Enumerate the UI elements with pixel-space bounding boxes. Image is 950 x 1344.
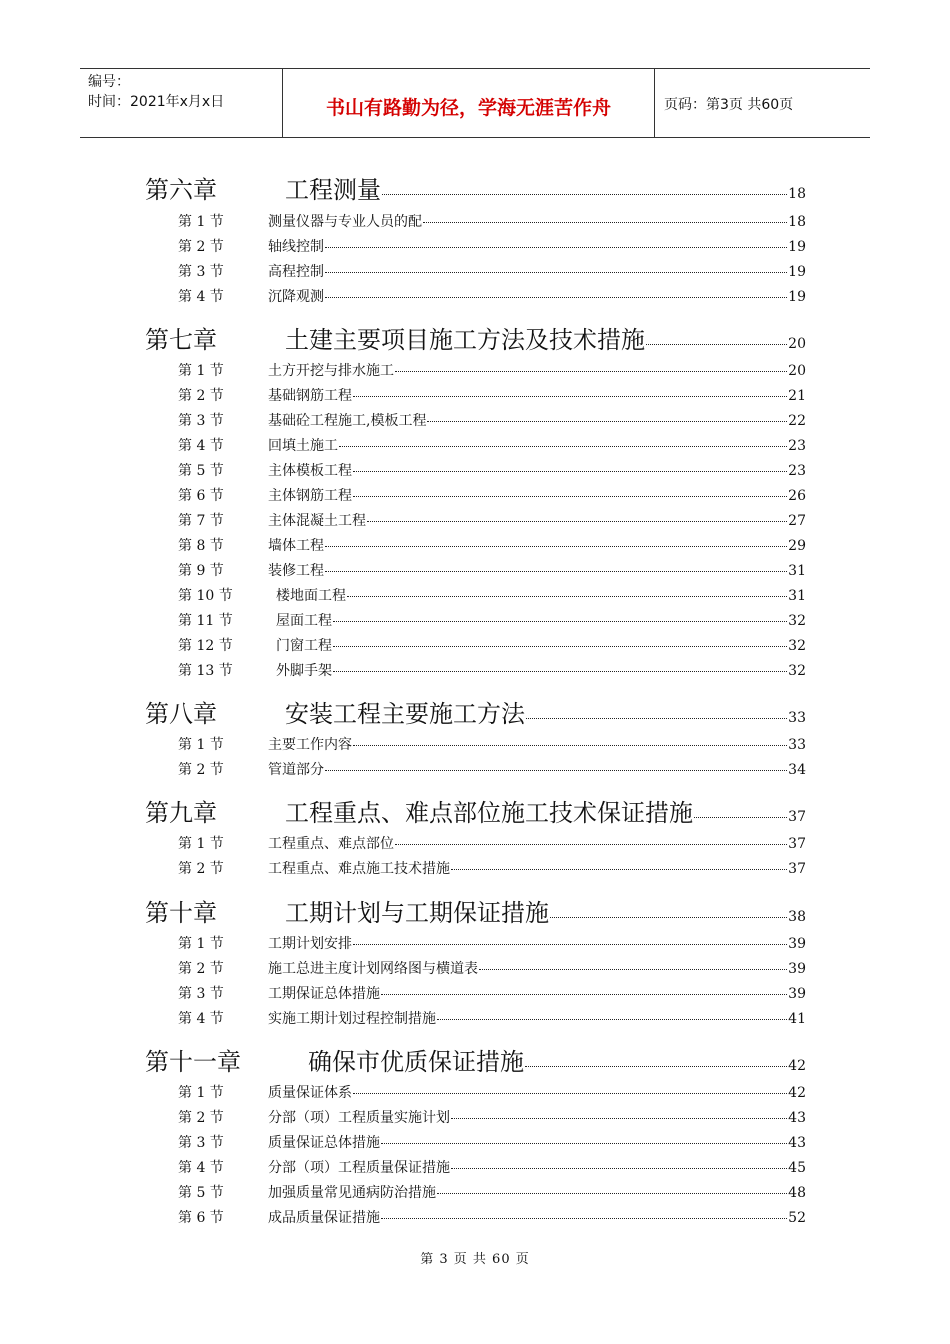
page-number: 32 [788,638,806,654]
motto-text: 书山有路勤为径，学海无涯苦作舟 [325,97,611,119]
toc-section[interactable] [178,1082,806,1102]
section-title: 轴线控制 [268,239,324,255]
page-number: 26 [788,488,806,504]
section-title: 装修工程 [268,563,324,579]
section-label: 第 1 节 [178,1085,224,1101]
section-title: 外脚手架 [276,663,332,679]
dot-leader [333,670,787,672]
chapter-label: 第十章 [145,899,217,927]
toc-section[interactable] [178,510,806,530]
toc-chapter-9[interactable] [145,793,806,828]
page-number: 33 [788,737,806,753]
toc-section[interactable] [178,211,806,231]
dot-leader [437,1018,787,1020]
section-label: 第 2 节 [178,861,224,877]
section-title: 屋面工程 [276,613,332,629]
section-label: 第 2 节 [178,239,224,255]
toc-section[interactable] [178,286,806,306]
page-number: 22 [788,413,806,429]
page-number: 42 [788,1058,806,1074]
dot-leader [694,816,787,818]
dot-leader [395,843,787,845]
page-number: 37 [788,861,806,877]
dot-leader [353,1092,787,1094]
section-title: 测量仪器与专业人员的配 [268,214,422,230]
page-number: 39 [788,961,806,977]
section-title: 墙体工程 [268,538,324,554]
toc-section[interactable] [178,635,806,655]
page-number: 18 [788,186,806,202]
toc-section[interactable] [178,1107,806,1127]
page-number: 52 [788,1210,806,1226]
section-title: 管道部分 [268,762,324,778]
section-title: 质量保证体系 [268,1085,352,1101]
dot-leader [325,570,787,572]
dot-leader [381,993,787,995]
chapter-title: 确保市优质保证措施 [308,1048,524,1076]
section-title: 质量保证总体措施 [268,1135,380,1151]
section-label: 第 13 节 [178,663,233,679]
chapter-label: 第十一章 [145,1048,241,1076]
page-number: 43 [788,1110,806,1126]
section-title: 沉降观测 [268,289,324,305]
chapter-title: 工程测量 [285,176,381,204]
toc-section[interactable] [178,1207,806,1227]
toc-section[interactable] [178,460,806,480]
toc-section[interactable] [178,535,806,555]
chapter-label: 第八章 [145,700,217,728]
toc-chapter-7[interactable] [145,320,806,355]
dot-leader [325,296,787,298]
section-label: 第 9 节 [178,563,224,579]
chapter-title: 安装工程主要施工方法 [285,700,525,728]
page-number: 20 [788,363,806,379]
dot-leader [427,420,787,422]
toc-section[interactable] [178,435,806,455]
toc-section[interactable] [178,610,806,630]
dot-leader [353,470,787,472]
page-number: 33 [788,710,806,726]
section-title: 工期保证总体措施 [268,986,380,1002]
page-number: 37 [788,836,806,852]
toc-section[interactable] [178,759,806,779]
dot-leader [353,495,787,497]
toc-section[interactable] [178,1182,806,1202]
section-label: 第 10 节 [178,588,233,604]
page-number: 23 [788,438,806,454]
dot-leader [550,916,787,918]
section-title: 工程重点、难点施工技术措施 [268,861,450,877]
dot-leader [353,744,787,746]
page-number: 39 [788,936,806,952]
section-label: 第 5 节 [178,1185,224,1201]
dot-leader [325,246,787,248]
section-title: 分部（项）工程质量实施计划 [268,1110,450,1126]
header-info-cell [80,69,283,137]
page-number: 19 [788,264,806,280]
toc-section[interactable] [178,385,806,405]
section-title: 分部（项）工程质量保证措施 [268,1160,450,1176]
toc-chapter-6[interactable] [145,170,806,205]
dot-leader [367,520,787,522]
section-title: 实施工期计划过程控制措施 [268,1011,436,1027]
chapter-label: 第九章 [145,799,217,827]
toc-section[interactable] [178,261,806,281]
section-label: 第 6 节 [178,488,224,504]
toc-chapter-11[interactable] [145,1042,806,1077]
section-title: 土方开挖与排水施工 [268,363,394,379]
section-title: 主体模板工程 [268,463,352,479]
dot-leader [325,545,787,547]
section-title: 加强质量常见通病防治措施 [268,1185,436,1201]
dot-leader [325,271,787,273]
section-label: 第 3 节 [178,1135,224,1151]
toc-section[interactable] [178,660,806,680]
page-number: 19 [788,239,806,255]
section-title: 工期计划安排 [268,936,352,952]
section-label: 第 1 节 [178,936,224,952]
dot-leader [525,1065,787,1067]
section-label: 第 4 节 [178,1011,224,1027]
chapter-title: 工期计划与工期保证措施 [285,899,549,927]
section-title: 回填土施工 [268,438,338,454]
section-title: 主体混凝土工程 [268,513,366,529]
header-motto-cell [283,69,655,137]
toc-section[interactable] [178,858,806,878]
page-number: 29 [788,538,806,554]
section-title: 主体钢筋工程 [268,488,352,504]
toc-section[interactable] [178,958,806,978]
section-label: 第 1 节 [178,737,224,753]
toc-section[interactable] [178,410,806,430]
page-footer: 第 3 页 共 60 页 [420,1252,530,1267]
chapter-title: 土建主要项目施工方法及技术措施 [285,326,645,354]
section-title: 主要工作内容 [268,737,352,753]
page-number: 37 [788,809,806,825]
section-title: 基础钢筋工程 [268,388,352,404]
chapter-title: 工程重点、难点部位施工技术保证措施 [285,799,693,827]
section-label: 第 7 节 [178,513,224,529]
page-number: 34 [788,762,806,778]
page-number: 32 [788,613,806,629]
dot-leader [526,717,787,719]
page-number: 31 [788,588,806,604]
dot-leader [339,445,787,447]
page-number: 21 [788,388,806,404]
toc-section[interactable] [178,1157,806,1177]
toc-section[interactable] [178,1132,806,1152]
section-label: 第 3 节 [178,413,224,429]
dot-leader [381,1142,787,1144]
page-info: 页码：第3页 共60页 [664,97,794,113]
header-page-cell [655,69,870,137]
page-number: 20 [788,336,806,352]
chapter-label: 第六章 [145,176,217,204]
toc-section[interactable] [178,833,806,853]
section-title: 高程控制 [268,264,324,280]
section-label: 第 3 节 [178,264,224,280]
section-label: 第 2 节 [178,961,224,977]
page-number: 18 [788,214,806,230]
page-number: 32 [788,663,806,679]
toc-section[interactable] [178,560,806,580]
dot-leader [347,595,787,597]
toc-section[interactable] [178,933,806,953]
date-label: 时间：2021年x月x日 [88,94,225,110]
dot-leader [646,343,787,345]
doc-number-label: 编号： [88,74,130,90]
page-number: 19 [788,289,806,305]
page-number: 41 [788,1011,806,1027]
section-label: 第 1 节 [178,363,224,379]
page-number: 42 [788,1085,806,1101]
section-title: 基础砼工程施工,模板工程 [268,413,427,429]
toc-section[interactable] [178,983,806,1003]
section-label: 第 1 节 [178,836,224,852]
toc-chapter-8[interactable] [145,694,806,729]
toc-section[interactable] [178,585,806,605]
dot-leader [479,968,787,970]
section-label: 第 4 节 [178,289,224,305]
page-number: 23 [788,463,806,479]
section-label: 第 1 节 [178,214,224,230]
section-title: 楼地面工程 [276,588,346,604]
page-number: 43 [788,1135,806,1151]
toc-section[interactable] [178,360,806,380]
page-number: 31 [788,563,806,579]
section-title: 工程重点、难点部位 [268,836,394,852]
toc-section[interactable] [178,485,806,505]
section-title: 门窗工程 [276,638,332,654]
dot-leader [451,868,787,870]
dot-leader [451,1117,787,1119]
section-label: 第 6 节 [178,1210,224,1226]
section-label: 第 3 节 [178,986,224,1002]
section-label: 第 2 节 [178,762,224,778]
page-number: 48 [788,1185,806,1201]
section-label: 第 4 节 [178,438,224,454]
toc-section[interactable] [178,734,806,754]
dot-leader [325,769,787,771]
dot-leader [333,645,787,647]
page-number: 27 [788,513,806,529]
section-title: 成品质量保证措施 [268,1210,380,1226]
dot-leader [381,1217,787,1219]
dot-leader [382,193,787,195]
toc-section[interactable] [178,236,806,256]
toc-section[interactable] [178,1008,806,1028]
dot-leader [333,620,787,622]
page-number: 39 [788,986,806,1002]
section-label: 第 4 节 [178,1160,224,1176]
dot-leader [353,395,787,397]
page-number: 38 [788,909,806,925]
page-number: 45 [788,1160,806,1176]
dot-leader [437,1192,787,1194]
chapter-label: 第七章 [145,326,217,354]
section-label: 第 12 节 [178,638,233,654]
dot-leader [423,221,787,223]
section-label: 第 11 节 [178,613,233,629]
section-label: 第 5 节 [178,463,224,479]
toc-chapter-10[interactable] [145,893,806,928]
dot-leader [451,1167,787,1169]
section-title: 施工总进主度计划网络图与横道表 [268,961,478,977]
section-label: 第 8 节 [178,538,224,554]
section-label: 第 2 节 [178,388,224,404]
page-header [80,68,870,138]
dot-leader [353,943,787,945]
section-label: 第 2 节 [178,1110,224,1126]
dot-leader [395,370,787,372]
